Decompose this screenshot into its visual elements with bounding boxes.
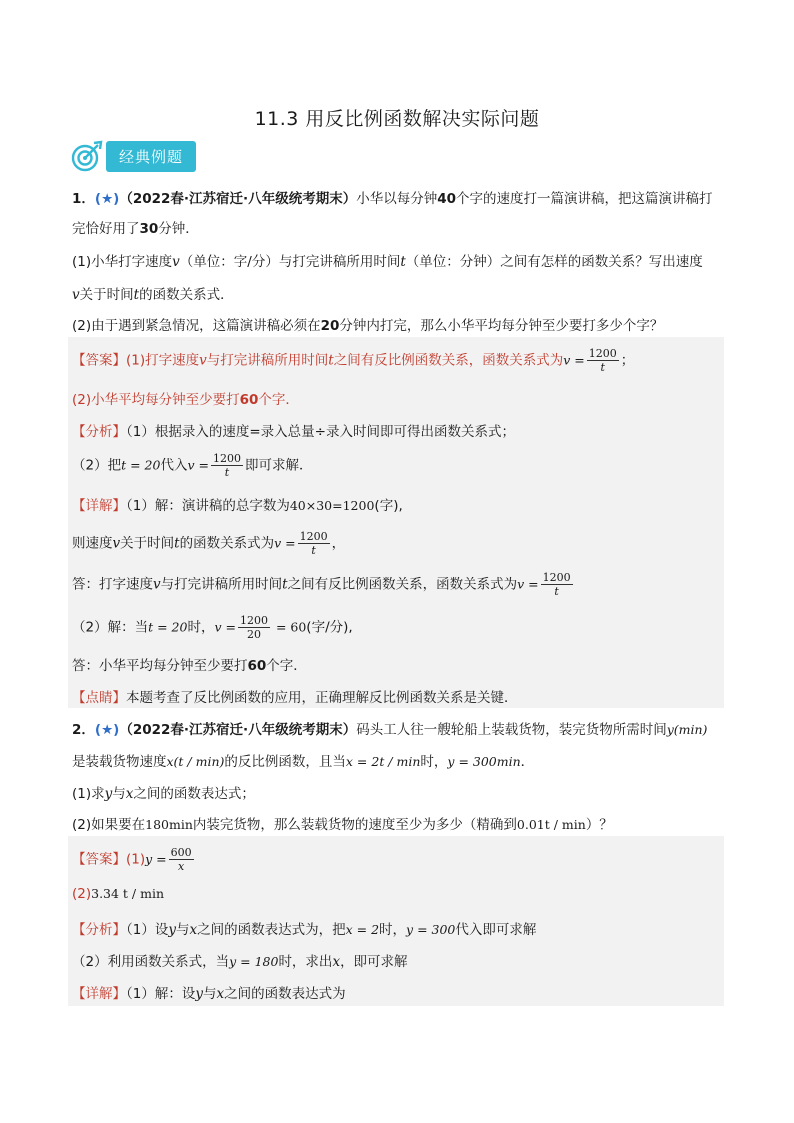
- q1-detail-4: （2）解：当t = 20时，v = $\frac{1200}{20}$ = 60(字/分),: [72, 614, 353, 641]
- fraction-600-over-x: $\frac{600}{x}$: [170, 846, 192, 873]
- q2-answer-1: 【答案】(1)y = $\frac{600}{x}$: [72, 846, 192, 873]
- q2-analysis-2: （2）利用函数关系式，当y = 180时，求出x，即可求解: [72, 954, 408, 970]
- q1-answer-2: (2)小华平均每分钟至少要打60个字．: [72, 392, 299, 408]
- q1-answer-1: 【答案】(1)打字速度v与打完讲稿所用时间t之间有反比例函数关系，函数关系式为v = $\frac{1200}{t}$ ；: [72, 347, 635, 374]
- q1-detail-3: 答：打字速度v与打完讲稿所用时间t之间有反比例函数关系，函数关系式为v = $\frac{1200}{t}$: [72, 571, 571, 598]
- page-title: 11.3 用反比例函数解决实际问题: [254, 108, 540, 130]
- q1-part1-line2: v关于时间t的函数关系式．: [72, 287, 234, 303]
- q1-detail-2: 则速度v关于时间t的函数关系式为v = $\frac{1200}{t}$ ，: [72, 530, 346, 557]
- q2-analysis-1: 【分析】（1）设y与x之间的函数表达式为，把x = 2时，y = 300代入即可求解: [72, 922, 537, 938]
- q1-analysis-1: 【分析】（1）根据录入的速度=录入总量÷录入时间即可得出函数关系式；: [72, 424, 515, 440]
- q1-part2: (2)由于遇到紧急情况，这篇演讲稿必须在20分钟内打完，那么小华平均每分钟至少要打多少个字？: [72, 318, 664, 334]
- q1-stem-line1: 1．(★)（2022春·江苏宿迁·八年级统考期末）小华以每分钟40个字的速度打一篇演讲稿，把这篇演讲稿打: [72, 191, 713, 207]
- q2-part1: (1)求y与x之间的函数表达式；: [72, 786, 255, 802]
- q1-part1-line1: (1)小华打字速度v（单位：字/分）与打完讲稿所用时间t（单位：分钟）之间有怎样的函数关系？写出速度: [72, 254, 703, 270]
- target-icon: [70, 139, 104, 173]
- q2-detail-1: 【详解】（1）解：设y与x之间的函数表达式为: [72, 986, 346, 1002]
- q2-stem-line2: 是装载货物速度x(t / min)的反比例函数，且当x = 2t / min时，y = 300min．: [72, 754, 535, 770]
- q1-detail-5: 答：小华平均每分钟至少要打60个字．: [72, 658, 307, 674]
- q2-answer-2: (2)3.34 t / min: [72, 886, 165, 902]
- q1-stem-line2: 完恰好用了30分钟．: [72, 221, 199, 237]
- q1-analysis-2: （2）把t = 20代入v = $\frac{1200}{t}$ 即可求解．: [72, 452, 313, 479]
- q1-comment: 【点睛】本题考查了反比例函数的应用，正确理解反比例函数关系是关键．: [72, 690, 518, 706]
- section-badge-label: 经典例题: [106, 141, 196, 172]
- q1-detail-1: 【详解】（1）解：演讲稿的总字数为40×30=1200(字),: [72, 498, 403, 514]
- fraction-1200-over-t: $\frac{1200}{t}$: [588, 347, 617, 374]
- q2-stem-line1: 2．(★)（2022春·江苏宿迁·八年级统考期末）码头工人往一艘轮船上装载货物，装完货物所需时间y(min): [72, 722, 708, 738]
- section-badge: [70, 140, 196, 172]
- q2-part2: (2)如果要在180min内装完货物，那么装载货物的速度至少为多少（精确到0.01t / min）？: [72, 817, 613, 833]
